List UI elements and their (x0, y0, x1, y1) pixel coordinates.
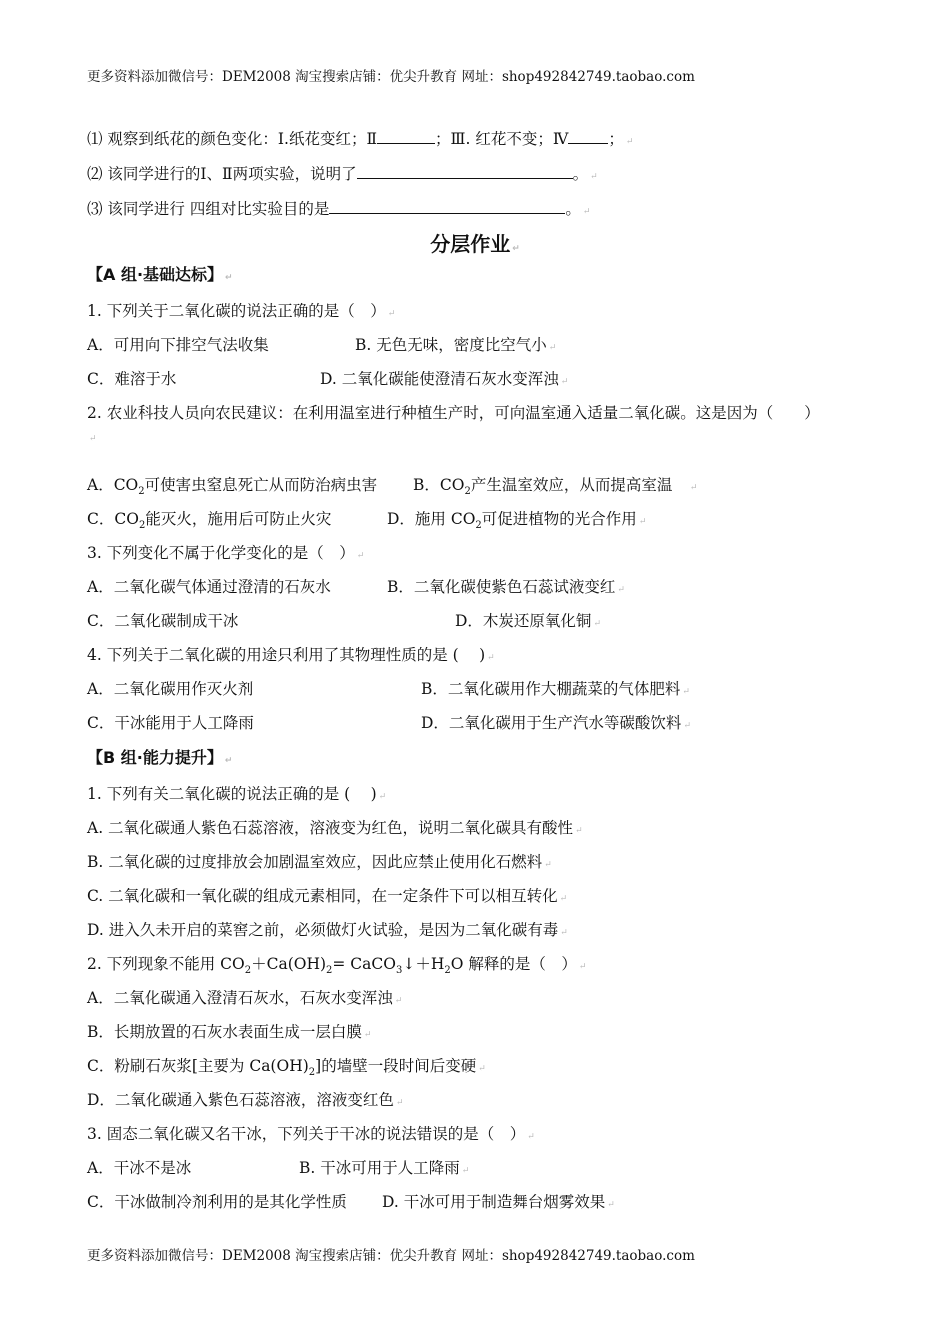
blank[interactable] (568, 127, 608, 144)
a-q2-option-c[interactable]: C．$CO_2$能灭火，施用后可防止火灾 (87, 510, 332, 532)
intro-q3: ⑶ 该同学进行 四组对比实验目的是 。 ↵ (87, 197, 590, 222)
a-q1-option-b[interactable]: B. 无色无味，密度比空气小 ↵ (355, 336, 557, 354)
page-header: 更多资料添加微信号：DEM2008 淘宝搜索店铺：优尖升教育 网址：shop492842749.taobao.com (87, 69, 695, 85)
a-q4-stem: 4. 下列关于二氧化碳的用途只利用了其物理性质的是 ( ) ↵ (87, 646, 495, 664)
a-q2-option-a[interactable]: A．$CO_2$可使害虫窒息死亡从而防治病虫害 (87, 476, 378, 498)
intro-q2: ⑵ 该同学进行的Ⅰ、Ⅱ两项实验，说明了 。 ↵ (87, 162, 598, 187)
intro-q2-text: ⑵ 该同学进行的Ⅰ、Ⅱ两项实验，说明了 (87, 165, 357, 183)
intro-q3-end: 。 (565, 200, 581, 218)
b-q2-stem: 2. 下列现象不能用 $CO_2+Ca(OH)_2=$ $CaCO_3↓+H_2O$ 解释的是（ ） ↵ (87, 955, 587, 977)
a-q3-option-c[interactable]: C．二氧化碳制成干冰 (87, 612, 239, 630)
a-q3-option-d[interactable]: D．木炭还原氧化铜 ↵ (455, 612, 601, 630)
blank[interactable] (377, 127, 435, 144)
a-q1-option-d[interactable]: D. 二氧化碳能使澄清石灰水变浑浊 ↵ (320, 370, 569, 388)
a-q2-stem: 2. 农业科技人员向农民建议：在利用温室进行种植生产时，可向温室通入适量二氧化碳。这是因为（ ） (87, 404, 820, 422)
a-q3-option-a[interactable]: A．二氧化碳气体通过澄清的石灰水 (87, 578, 331, 596)
intro-q1-text: ⑴ 观察到纸花的颜色变化：Ⅰ.纸花变红；Ⅱ (87, 130, 378, 148)
group-a-heading: 【A 组·基础达标】 ↵ (87, 265, 233, 284)
b-q1-option-d[interactable]: D. 进入久未开启的菜窖之前，必须做灯火试验，是因为二氧化碳有毒 ↵ (87, 921, 568, 939)
b-q1-option-a[interactable]: A. 二氧化碳通人紫色石蕊溶液，溶液变为红色，说明二氧化碳具有酸性 ↵ (87, 819, 583, 837)
intro-q1-text3: ； (608, 130, 624, 148)
b-q2-option-d[interactable]: D．二氧化碳通入紫色石蕊溶液，溶液变红色 ↵ (87, 1091, 404, 1109)
b-q2-option-a[interactable]: A．二氧化碳通入澄清石灰水，石灰水变浑浊 ↵ (87, 989, 403, 1007)
blank[interactable] (329, 197, 565, 214)
b-q3-option-c[interactable]: C．干冰做制冷剂利用的是其化学性质 (87, 1193, 347, 1211)
a-q4-option-b[interactable]: B．二氧化碳用作大棚蔬菜的气体肥料 ↵ (421, 680, 690, 698)
a-q1-stem: 1. 下列关于二氧化碳的说法正确的是（ ） ↵ (87, 302, 396, 320)
a-q4-option-c[interactable]: C．干冰能用于人工降雨 (87, 714, 254, 732)
a-q2-stem-mark: ↵ (89, 434, 97, 444)
a-q3-stem: 3. 下列变化不属于化学变化的是（ ） ↵ (87, 544, 365, 562)
b-q1-option-c[interactable]: C. 二氧化碳和一氧化碳的组成元素相同，在一定条件下可以相互转化 ↵ (87, 887, 568, 905)
a-q2-option-d[interactable]: D．施用 $CO_2$可促进植物的光合作用 ↵ (387, 510, 647, 532)
intro-q3-text: ⑶ 该同学进行 四组对比实验目的是 (87, 200, 330, 218)
group-b-heading: 【B 组·能力提升】 ↵ (87, 748, 233, 767)
a-q4-option-a[interactable]: A．二氧化碳用作灭火剂 (87, 680, 254, 698)
section-title: 分层作业 ↵ (430, 232, 520, 256)
b-q1-option-b[interactable]: B. 二氧化碳的过度排放会加剧温室效应，因此应禁止使用化石燃料 ↵ (87, 853, 552, 871)
b-q2-option-c[interactable]: C．粉刷石灰浆[主要为 $Ca(OH)_2$]的墙壁一段时间后变硬 ↵ (87, 1057, 486, 1079)
b-q3-option-b[interactable]: B. 干冰可用于人工降雨 ↵ (299, 1159, 470, 1177)
a-q2-option-b[interactable]: B．$CO_2$产生温室效应，从而提高室温 ↵ (413, 476, 698, 498)
intro-q1: ⑴ 观察到纸花的颜色变化：Ⅰ.纸花变红；Ⅱ ；Ⅲ. 红花不变；Ⅳ ； ↵ (87, 127, 633, 152)
b-q3-option-d[interactable]: D. 干冰可用于制造舞台烟雾效果 ↵ (382, 1193, 615, 1211)
page-footer: 更多资料添加微信号：DEM2008 淘宝搜索店铺：优尖升教育 网址：shop492842749.taobao.com (87, 1248, 695, 1264)
b-q3-stem: 3. 固态二氧化碳又名干冰，下列关于干冰的说法错误的是（ ） ↵ (87, 1125, 535, 1143)
intro-q1-text2: ；Ⅲ. 红花不变；Ⅳ (435, 130, 569, 148)
a-q1-option-c[interactable]: C．难溶于水 (87, 370, 177, 388)
b-q1-stem: 1. 下列有关二氧化碳的说法正确的是 ( ) ↵ (87, 785, 387, 803)
a-q4-option-d[interactable]: D．二氧化碳用于生产汽水等碳酸饮料 ↵ (421, 714, 691, 732)
blank[interactable] (357, 162, 573, 179)
b-q3-option-a[interactable]: A．干冰不是冰 (87, 1159, 192, 1177)
b-q2-option-b[interactable]: B．长期放置的石灰水表面生成一层白膜 ↵ (87, 1023, 372, 1041)
intro-q2-end: 。 (572, 165, 589, 183)
a-q1-option-a[interactable]: A．可用向下排空气法收集 (87, 336, 269, 354)
a-q3-option-b[interactable]: B．二氧化碳使紫色石蕊试液变红 ↵ (387, 578, 625, 596)
